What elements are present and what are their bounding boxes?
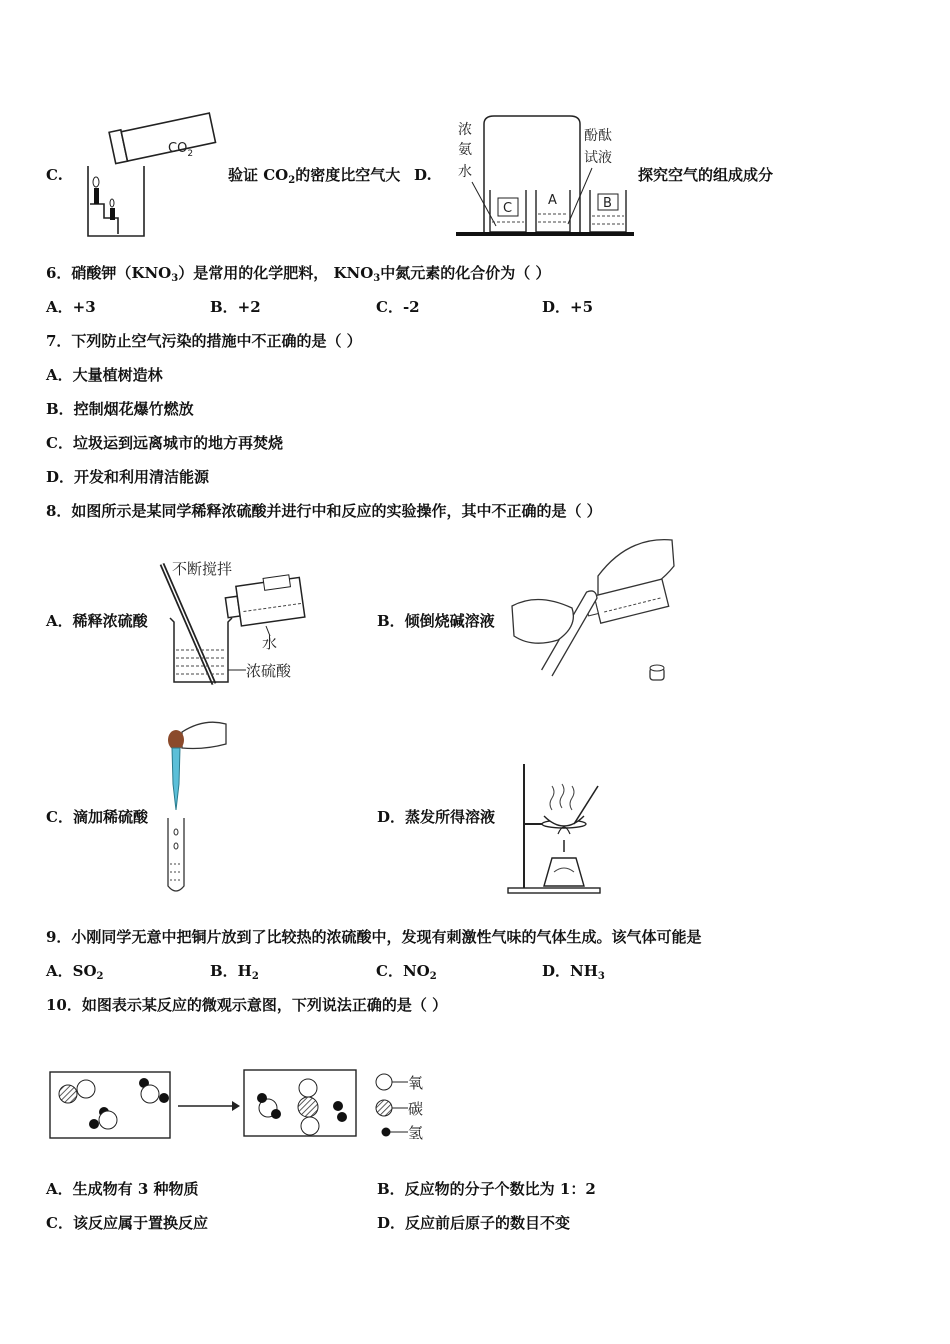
q6-option-a[interactable]: A．+3 <box>46 298 96 316</box>
svg-text:试液: 试液 <box>584 150 612 166</box>
figure-ammonia-diffusion <box>454 110 636 240</box>
q8-option-d[interactable]: D．蒸发所得溶液 <box>377 808 496 826</box>
svg-text:酚酞: 酚酞 <box>584 128 612 144</box>
q6-option-b[interactable]: B．+2 <box>210 298 261 316</box>
svg-text:浓: 浓 <box>458 122 472 138</box>
q7-option-d[interactable]: D．开发和利用清洁能源 <box>46 468 210 486</box>
q5-option-c-label: C. <box>46 166 63 184</box>
candle-lower <box>110 208 115 220</box>
q6-option-c[interactable]: C．-2 <box>376 298 420 316</box>
q7-option-b[interactable]: B．控制烟花爆竹燃放 <box>46 400 194 418</box>
q10-option-c[interactable]: C．该反应属于置换反应 <box>46 1214 208 1232</box>
legend-hydrogen-icon <box>382 1128 391 1137</box>
svg-text:水: 水 <box>262 634 278 652</box>
figure-co2-density <box>84 108 224 240</box>
q9-option-c[interactable]: C．$NO_2$ <box>376 962 437 982</box>
legend-oxygen: 氧 <box>408 1074 424 1092</box>
figure-dilute-acid <box>158 556 308 688</box>
q10-option-b[interactable]: B．反应物的分子个数比为 1：2 <box>377 1180 596 1198</box>
q8-stem: 8．如图所示是某同学稀释浓硫酸并进行中和反应的实验操作，其中不正确的是（ ） <box>46 502 602 520</box>
svg-text:浓硫酸: 浓硫酸 <box>246 662 292 680</box>
q9-stem: 9．小刚同学无意中把铜片放到了比较热的浓硫酸中，发现有刺激性气味的气体生成。该气体可能是 <box>46 928 702 946</box>
q5-option-d-label: D. <box>414 166 432 184</box>
q10-option-d[interactable]: D．反应前后原子的数目不变 <box>377 1214 571 1232</box>
figure-drip-acid <box>160 714 240 896</box>
q10-stem: 10．如图表示某反应的微观示意图，下列说法正确的是（ ） <box>46 996 448 1014</box>
svg-text:不断搅拌: 不断搅拌 <box>172 560 233 578</box>
q9-option-a[interactable]: A．$SO_2$ <box>46 962 104 982</box>
dropper-bulb <box>168 730 184 750</box>
q5-option-c-text: 验证 $CO_2$的密度比空气大 <box>228 166 401 186</box>
co2-label: $CO_2$ <box>168 141 194 159</box>
q6-stem: 6．硝酸钾$(KNO_3)$是常用的化学肥料， $KNO_3$中氮元素的化合价为（ ） <box>46 264 551 284</box>
svg-text:C: C <box>503 201 513 216</box>
svg-text:水: 水 <box>458 164 472 180</box>
svg-text:A: A <box>548 193 557 208</box>
q8-option-a[interactable]: A．稀释浓硫酸 <box>46 612 148 630</box>
q7-option-c[interactable]: C．垃圾运到远离城市的地方再焚烧 <box>46 434 283 452</box>
figure-evaporate <box>506 760 606 896</box>
q7-option-a[interactable]: A．大量植树造林 <box>46 366 163 384</box>
q8-option-b[interactable]: B．倾倒烧碱溶液 <box>377 612 495 630</box>
q6-option-d[interactable]: D．+5 <box>542 298 594 316</box>
candle-upper <box>94 188 99 204</box>
svg-text:B: B <box>603 196 612 211</box>
q8-option-c[interactable]: C．滴加稀硫酸 <box>46 808 148 826</box>
q10-option-a[interactable]: A．生成物有 3 种物质 <box>46 1180 199 1198</box>
legend-oxygen-icon <box>376 1074 392 1090</box>
figure-pour-lye <box>508 536 678 688</box>
legend-carbon: 碳 <box>408 1100 424 1118</box>
figure-reaction-microscopic <box>46 1064 446 1148</box>
q5-option-d-text: 探究空气的组成成分 <box>638 166 774 184</box>
legend-carbon-icon <box>376 1100 392 1116</box>
legend-hydrogen: 氢 <box>408 1124 424 1142</box>
q7-stem: 7．下列防止空气污染的措施中不正确的是（ ） <box>46 332 362 350</box>
svg-text:氨: 氨 <box>458 142 472 158</box>
q9-option-b[interactable]: B．$H_2$ <box>210 962 259 982</box>
q9-option-d[interactable]: D．$NH_3$ <box>542 962 605 982</box>
